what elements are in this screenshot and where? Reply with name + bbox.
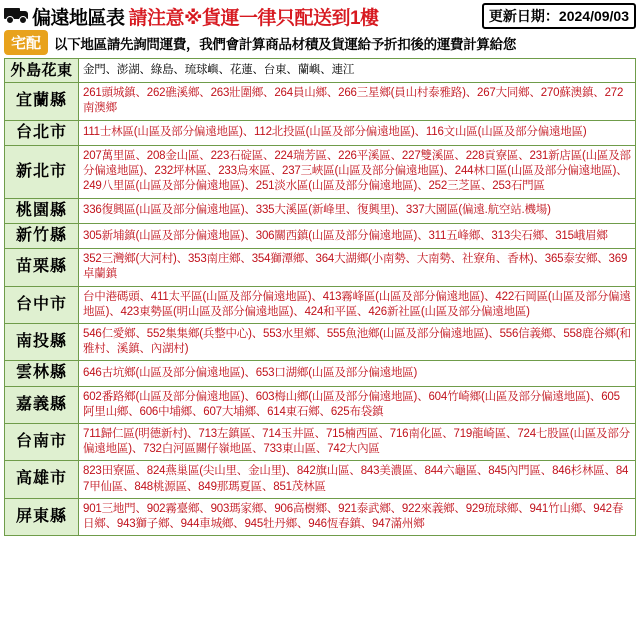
region-areas: 金門、澎湖、綠島、琉球嶼、花蓮、台東、蘭嶼、連江: [79, 59, 636, 83]
table-row: [5, 83, 636, 120]
region-areas: 352三灣鄉(大河村)、353南庄鄉、354獅潭鄉、364大湖鄉(小南勢、大南勢、社寮角、香林)、365泰安鄉、369卓蘭鎮: [79, 249, 636, 286]
region-areas: 823田寮區、824燕巢區(尖山里、金山里)、842旗山區、843美濃區、844六龜區、845內門區、846杉林區、847甲仙區、848桃源區、849那瑪夏區、851茂林區: [79, 461, 636, 498]
region-name: 桃園縣: [5, 198, 79, 223]
region-areas: 901三地門、902霧臺鄉、903瑪家鄉、906高樹鄉、921泰武鄉、922來義鄉、929琉球鄉、941竹山鄉、942春日鄉、943獅子鄉、944車城鄉、945牡丹鄉、946恆春鎮、947滿州鄉: [79, 498, 636, 535]
page-header: [0, 0, 640, 30]
home-delivery-badge: 宅配: [4, 30, 48, 55]
region-name: 宜蘭縣: [5, 83, 79, 120]
region-areas: 111士林區(山區及部分偏遠地區)、112北投區(山區及部分偏遠地區)、116文山區(山區及部分偏遠地區): [79, 120, 636, 145]
region-name: 台南市: [5, 424, 79, 461]
regions-table: [4, 58, 636, 536]
table-row: [5, 249, 636, 286]
region-name: 屏東縣: [5, 498, 79, 535]
table-row: [5, 198, 636, 223]
region-areas: 336復興區(山區及部分偏遠地區)、335大溪區(新峰里、復興里)、337大園區(偏遠.航空站.機場): [79, 198, 636, 223]
table-row: [5, 424, 636, 461]
region-name: 高雄市: [5, 461, 79, 498]
region-name: 苗栗縣: [5, 249, 79, 286]
page-title: 偏遠地區表: [32, 7, 125, 29]
region-areas: 546仁愛鄉、552集集鄉(兵整中心)、553水里鄉、555魚池鄉(山區及部分偏遠地區)、556信義鄉、558鹿谷鄉(和雅村、溪鎮、內湖村): [79, 323, 636, 360]
table-row: [5, 386, 636, 423]
table-row: [5, 461, 636, 498]
region-name: 南投縣: [5, 323, 79, 360]
subheader-note: 以下地區請先詢問運費，我們會計算商品材積及貨運給予折扣後的運費計算給您: [54, 36, 517, 52]
delivery-truck-icon: [4, 7, 30, 25]
region-name: 嘉義縣: [5, 386, 79, 423]
page-subheader: [0, 30, 640, 58]
table-row: [5, 361, 636, 386]
region-areas: 711歸仁區(明德新村)、713左鎮區、714玉井區、715楠西區、716南化區、719龍崎區、724七股區(山區及部分偏遠地區)、732白河區關仔嶺地區、733東山區、742大內區: [79, 424, 636, 461]
region-areas: 646古坑鄉(山區及部分偏遠地區)、653口湖鄉(山區及部分偏遠地區): [79, 361, 636, 386]
region-name: 新北市: [5, 145, 79, 198]
table-row: [5, 323, 636, 360]
region-name: 雲林縣: [5, 361, 79, 386]
table-row: [5, 120, 636, 145]
page-title-notice: 請注意※貨運一律只配送到1樓: [128, 7, 379, 29]
region-name: 台中市: [5, 286, 79, 323]
region-areas: 台中港碼頭、411太平區(山區及部分偏遠地區)、413霧峰區(山區及部分偏遠地區)、422石岡區(山區及部分偏遠地區)、423東勢區(明山區及部分偏遠地區)、424和平區、426新社區(山區及部分偏遠地區): [79, 286, 636, 323]
region-areas: 602番路鄉(山區及部分偏遠地區)、603梅山鄉(山區及部分偏遠地區)、604竹崎鄉(山區及部分偏遠地區)、605阿里山鄉、606中埔鄉、607大埔鄉、614東石鄉、625布袋鎮: [79, 386, 636, 423]
region-areas: 207萬里區、208金山區、223石碇區、224瑞芳區、226平溪區、227雙溪區、228貢寮區、231新店區(山區及部分偏遠地區)、232坪林區、233烏來區、237三峽區(山區及部分偏遠地區)、244林口區(山區及部分偏遠地區)、249八里區(山區及部分偏遠地區)、251淡水區(山區及部分偏遠地區)、252三芝區、253石門區: [79, 145, 636, 198]
table-row: [5, 223, 636, 248]
table-row: [5, 498, 636, 535]
region-name: 外島花東: [5, 59, 79, 83]
region-areas: 261頭城鎮、262礁溪鄉、263壯圍鄉、264員山鄉、266三星鄉(員山村泰雅路)、267大同鄉、270蘇澳鎮、272南澳鄉: [79, 83, 636, 120]
region-areas: 305新埔鎮(山區及部分偏遠地區)、306關西鎮(山區及部分偏遠地區)、311五峰鄉、313尖石鄉、315峨眉鄉: [79, 223, 636, 248]
update-date-badge: 更新日期：2024/09/03: [482, 3, 636, 29]
region-name: 新竹縣: [5, 223, 79, 248]
table-row: [5, 59, 636, 83]
table-row: [5, 286, 636, 323]
region-name: 台北市: [5, 120, 79, 145]
table-row: [5, 145, 636, 198]
